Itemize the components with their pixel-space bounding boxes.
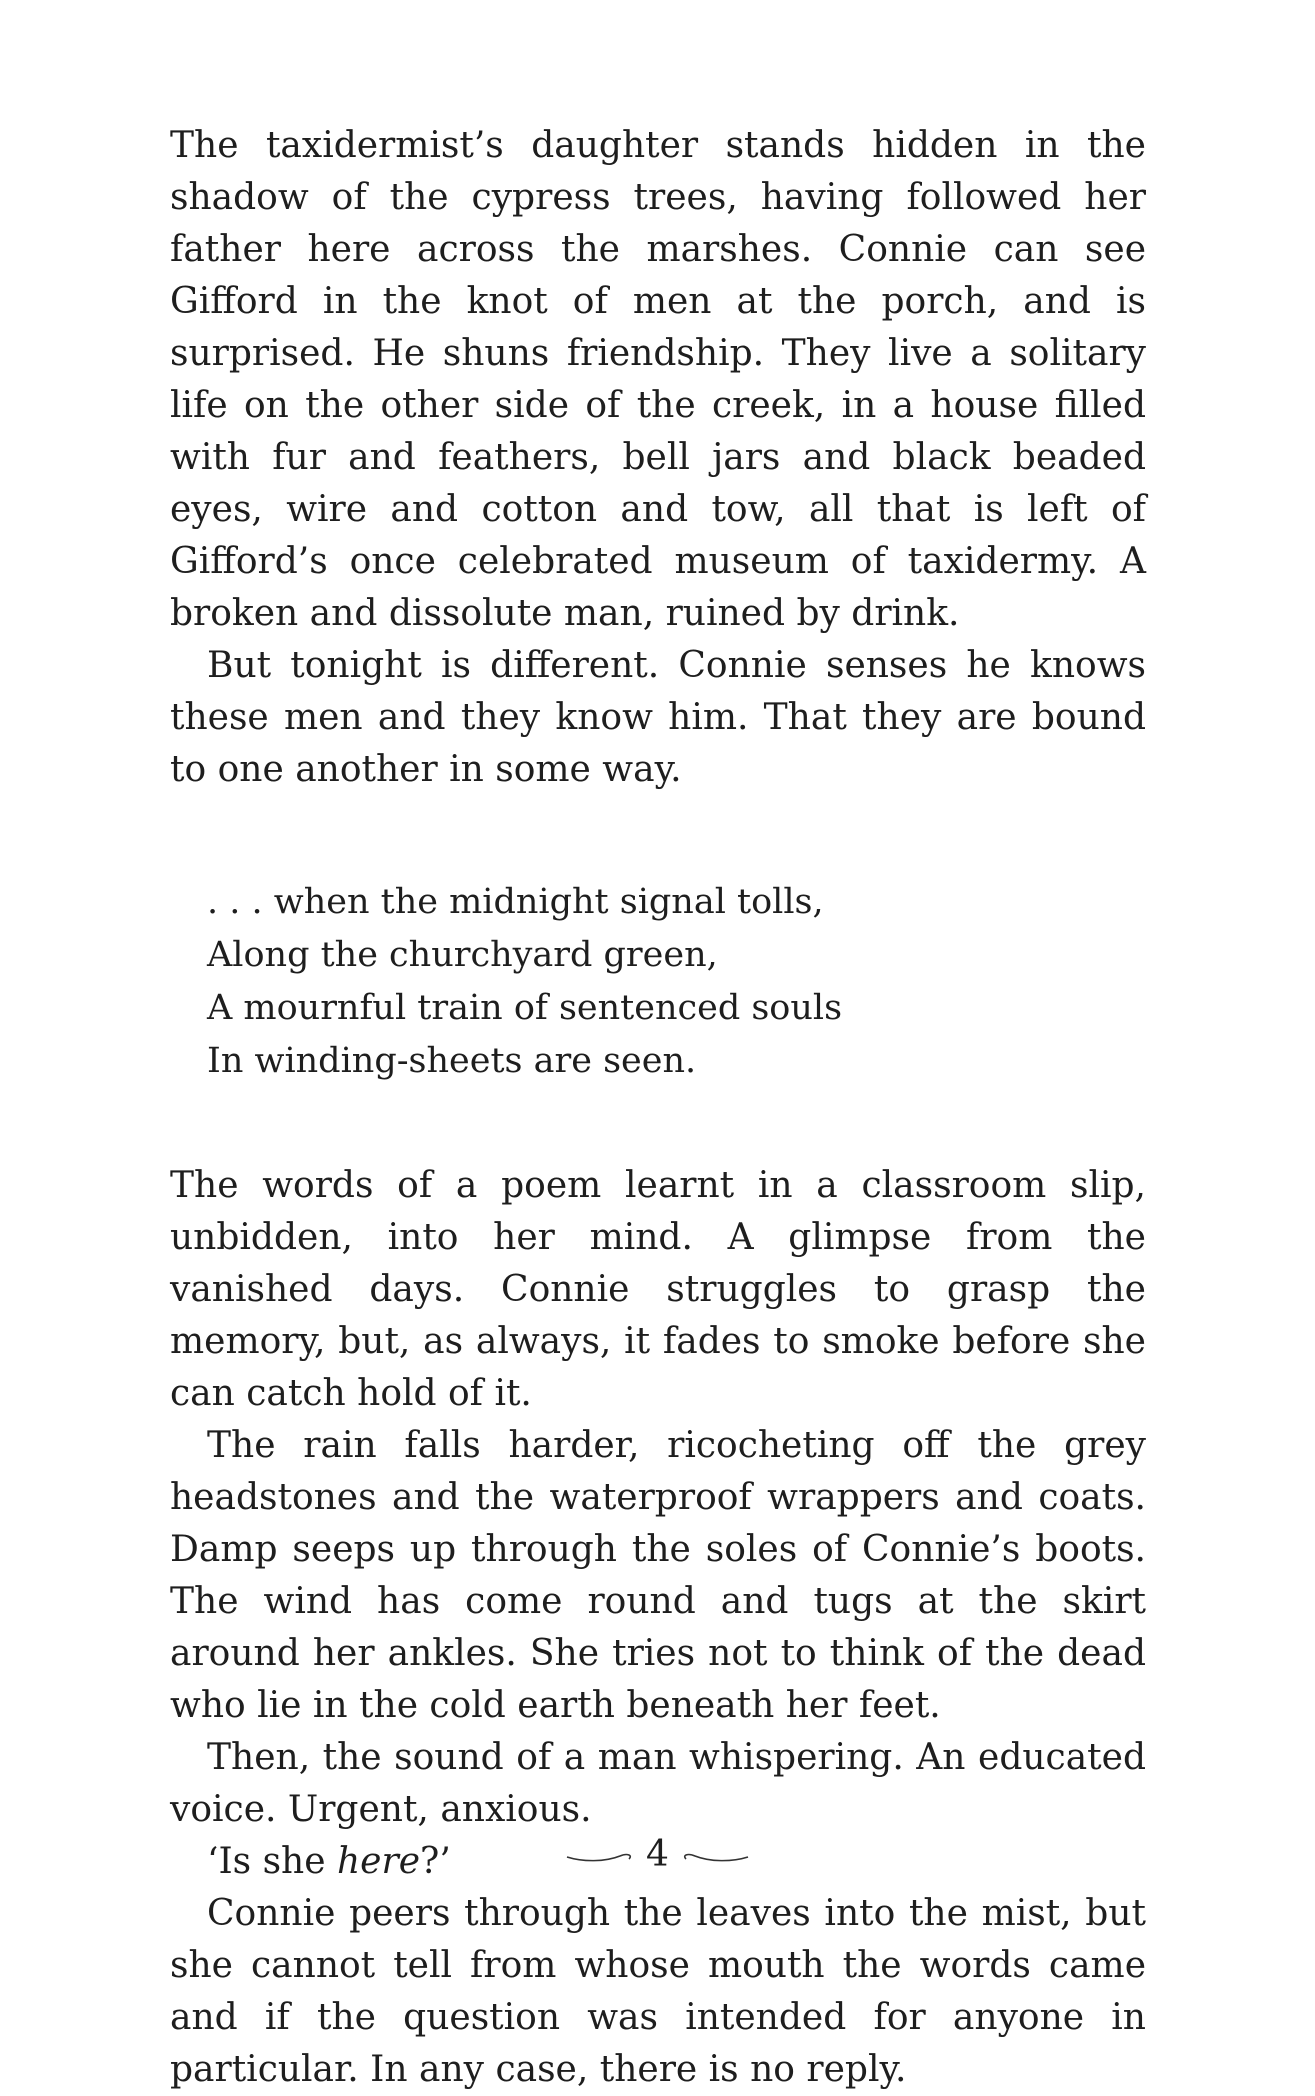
paragraph: The words of a poem learnt in a classroom slip, unbidden, into her mind. A glimpse from the vanished days. Connie struggles to grasp the memory, but, as always, it fades to smoke before she can catch hold of it.	[170, 1165, 1146, 1414]
poem-line: . . . when the midnight signal tolls,	[207, 882, 824, 922]
poem-excerpt	[207, 876, 1146, 1088]
page-body	[170, 120, 1146, 2096]
quote-open: ‘Is she	[207, 1841, 337, 1882]
poem-line: Along the churchyard green,	[207, 935, 718, 975]
paragraph: Connie peers through the leaves into the mist, but she cannot tell from whose mouth the words came and if the question was intended for anyone in particular. In any case, there is no reply.	[170, 1893, 1146, 2090]
page-number: 4	[646, 1834, 669, 1875]
poem-line: In winding-sheets are seen.	[207, 1041, 697, 1081]
page-number-footer	[0, 1835, 1315, 1875]
paragraph: The rain falls harder, ricocheting off the grey headstones and the waterproof wrappers and coats. Damp seeps up through the soles of Connie’s boots. The wind has come round and tugs at the skirt around her ankles. She tries not to think of the dead who lie in the cold earth beneath her feet.	[170, 1425, 1146, 1726]
quote-emphasis: here	[337, 1841, 421, 1882]
quote-close: ?’	[420, 1841, 451, 1882]
paragraph: Then, the sound of a man whispering. An educated voice. Urgent, anxious.	[170, 1737, 1146, 1830]
paragraph: But tonight is different. Connie senses he knows these men and they know him. That they are bound to one another in some way.	[170, 645, 1146, 790]
poem-line: A mournful train of sentenced souls	[207, 988, 843, 1028]
paragraph: The taxidermist’s daughter stands hidden in the shadow of the cypress trees, having followed her father here across the marshes. Connie can see Gifford in the knot of men at the porch, and is surprised. He shuns friendship. They live a solitary life on the other side of the creek, in a house filled with fur and feathers, bell jars and black beaded eyes, wire and cotton and tow, all that is left of Gifford’s once celebrated museum of taxidermy. A broken and dissolute man, ruined by drink.	[170, 125, 1146, 634]
flourish-left-icon	[565, 1850, 635, 1864]
flourish-right-icon	[680, 1850, 750, 1864]
